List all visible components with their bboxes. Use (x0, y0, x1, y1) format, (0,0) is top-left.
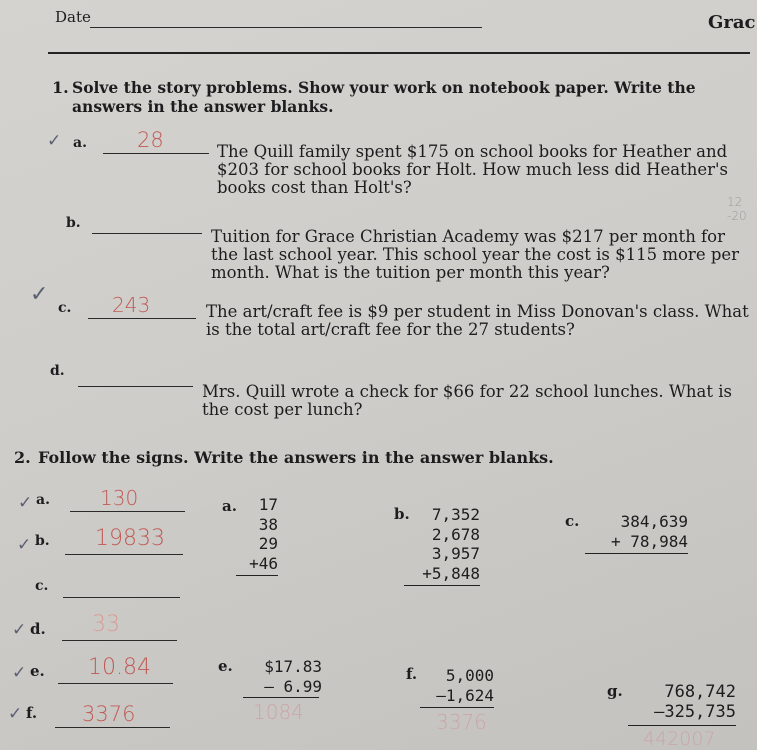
check-mark-1c: ✓ (30, 282, 49, 307)
problem-1d-text: Mrs. Quill wrote a check for $66 for 22 school lunches. What is the cost per lunch? (202, 382, 732, 419)
problem-2b-line-3: 3,957 (431, 544, 480, 563)
check-mark-2f: ✓ (8, 704, 23, 724)
problem-2c-label: c. (565, 512, 580, 530)
check-mark-1a: ✓ (47, 131, 62, 151)
problem-2b-line-4: +5,848 (422, 563, 480, 583)
answer-2e[interactable]: 10.84 (88, 655, 151, 680)
grade-label: Grac (708, 12, 756, 33)
problem-2f-label: f. (406, 665, 418, 683)
problem-2e-line-2: – 6.99 (264, 676, 322, 696)
answer-1c-blank[interactable] (88, 318, 196, 319)
problem-2g-numbers (632, 683, 736, 722)
problem-1b-label: b. (66, 215, 81, 231)
answer-2a-blank[interactable] (70, 511, 185, 512)
date-label: Date (55, 8, 91, 26)
answer-2c-blank[interactable] (63, 597, 180, 598)
answer-2d-blank[interactable] (62, 640, 177, 641)
answer-1d-blank[interactable] (78, 386, 193, 387)
margin-scribble: 12 -20 (727, 195, 747, 223)
section-2-instruction: Follow the signs. Write the answers in the answer blanks. (38, 448, 554, 467)
answer-2e-label: e. (30, 662, 45, 680)
answer-2f-label: f. (26, 704, 38, 722)
answer-2e-blank[interactable] (58, 683, 173, 684)
problem-2e-label: e. (218, 657, 233, 675)
header-rule (48, 52, 750, 54)
check-mark-2a: ✓ (18, 493, 33, 513)
problem-2a-sum-rule (236, 575, 278, 576)
answer-2b-blank[interactable] (65, 554, 183, 555)
problem-1b-text: Tuition for Grace Christian Academy was $217 per month for the last school year. This school year the cost is $115 more per month. What is the tuition per month this year? (211, 227, 740, 282)
problem-2c-sum-rule (585, 553, 688, 554)
answer-1b-blank[interactable] (92, 233, 202, 234)
problem-2f-diff-rule (420, 707, 494, 708)
answer-2a[interactable]: 130 (100, 486, 139, 510)
problem-2c-line-2: + 78,984 (610, 531, 688, 551)
problem-2g-line-2: –325,735 (654, 701, 736, 722)
problem-2g-work: 442007 (643, 728, 716, 750)
problem-2b-label: b. (394, 505, 410, 523)
problem-2b-sum-rule (404, 585, 480, 586)
check-mark-2b: ✓ (17, 535, 32, 555)
problem-2e-work: 1084 (253, 700, 304, 724)
problem-2f-numbers (418, 666, 494, 705)
problem-2g-diff-rule (628, 725, 736, 726)
check-mark-2e: ✓ (12, 663, 27, 683)
answer-1a-blank[interactable] (103, 153, 209, 154)
answer-2f[interactable]: 3376 (82, 702, 136, 726)
problem-2a-label: a. (222, 497, 237, 515)
problem-2b-line-2: 2,678 (431, 524, 480, 544)
answer-2b[interactable]: 19833 (95, 526, 165, 551)
answer-2d-label: d. (30, 620, 46, 638)
problem-2e-diff-rule (243, 697, 319, 698)
answer-2c-label: c. (35, 578, 49, 594)
answer-1a[interactable]: 28 (137, 128, 164, 152)
answer-2d[interactable]: 33 (92, 612, 120, 637)
problem-1c-label: c. (58, 300, 72, 316)
problem-1d-label: d. (50, 363, 65, 379)
problem-1a-label: a. (73, 135, 87, 151)
answer-2a-label: a. (36, 492, 50, 508)
problem-2a-line-4: +46 (249, 553, 278, 573)
section-1-number: 1. (52, 78, 69, 97)
check-mark-2d: ✓ (12, 620, 27, 640)
problem-2a-numbers (232, 495, 278, 573)
problem-2e-line-1: $17.83 (264, 657, 322, 676)
date-blank[interactable] (90, 27, 482, 28)
problem-1a-text: The Quill family spent $175 on school books for Heather and $203 for school books for Holt. How much less did Heather's books cost than Holt's? (217, 142, 729, 197)
problem-2c-line-1: 384,639 (620, 512, 688, 531)
answer-2f-blank[interactable] (55, 727, 170, 728)
problem-1c-text: The art/craft fee is $9 per student in Miss Donovan's class. What is the total art/craft fee for the 27 students? (206, 302, 749, 339)
problem-2g-line-1: 768,742 (664, 682, 736, 702)
section-2-number: 2. (14, 448, 31, 467)
problem-2a-line-2: 38 (258, 514, 278, 534)
problem-2f-line-1: 5,000 (445, 666, 494, 685)
problem-2b-numbers (400, 505, 480, 583)
section-1-instruction: Solve the story problems. Show your work on notebook paper. Write the answers in the answer blanks. (72, 78, 696, 116)
problem-2g-label: g. (607, 682, 623, 700)
problem-2a-line-3: 29 (258, 534, 278, 553)
problem-2c-numbers (592, 512, 688, 551)
problem-2f-line-2: –1,624 (436, 685, 494, 705)
answer-2b-label: b. (35, 533, 50, 549)
problem-2b-line-1: 7,352 (431, 505, 480, 524)
problem-2e-numbers (240, 657, 322, 696)
problem-2a-line-1: 17 (258, 495, 278, 514)
answer-1c[interactable]: 243 (112, 293, 151, 317)
problem-2f-work: 3376 (436, 710, 487, 734)
